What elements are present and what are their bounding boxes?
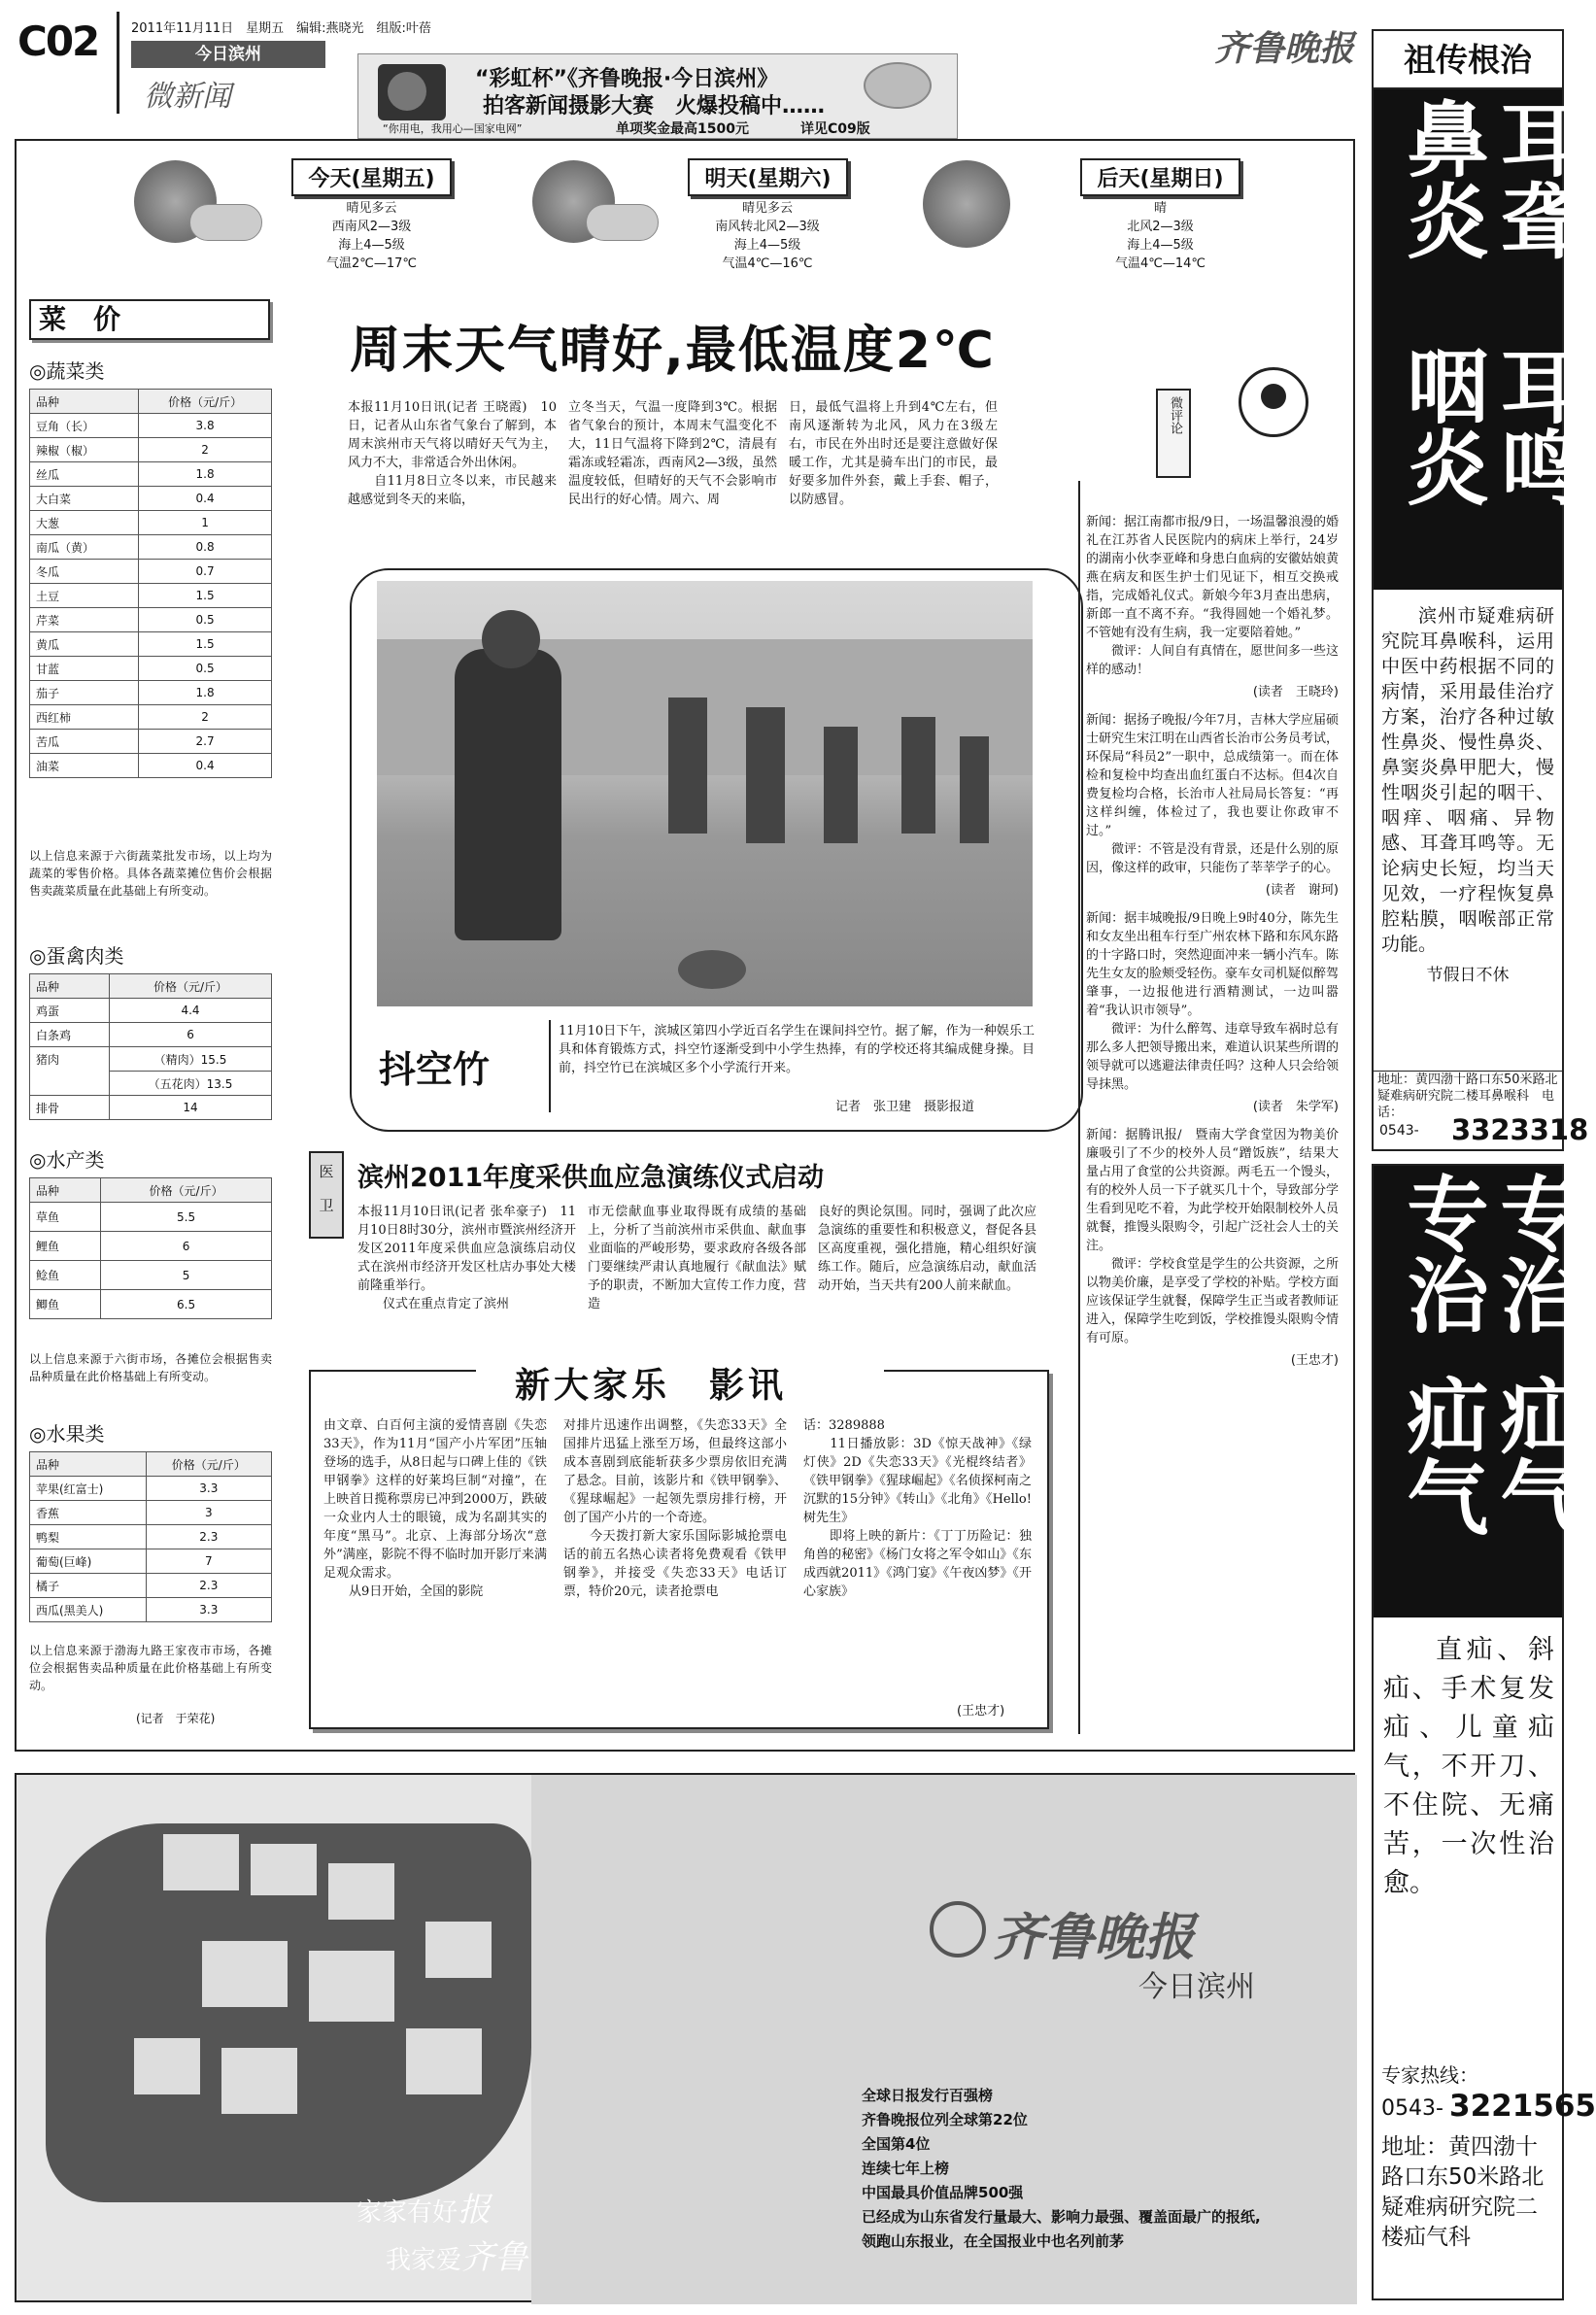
table-row (30, 1232, 272, 1261)
table-cell: 0.4 (139, 487, 272, 511)
movie-col2: 对排片迅速作出调整，《失恋33天》全国排片迅猛上涨至万场，但最终这部小成本喜剧到底能斩获多少票房依旧充满了悬念。目前，该影片和《铁甲钢拳》、《猩球崛起》一起领先票房排行榜，开创了国产小片的一个奇迹。 今天拨打新大家乐国际影城抢票电话的前五名热心读者将免费观看《铁甲钢拳》，并接受《失恋33天》电话订票，特价20元，读者抢票电 (563, 1418, 787, 1599)
ad-hernia-phone-prefix: 0543- (1381, 2096, 1443, 2121)
table-row (30, 730, 272, 754)
fruit-note: 以上信息来源于渤海九路王家夜市市场，各摊位会根据售卖品种质量在此价格基础上有所变动。 (29, 1644, 272, 1692)
table-row (30, 681, 272, 705)
table-cell: 5.5 (101, 1203, 272, 1232)
table-cell: 1.5 (139, 632, 272, 657)
table-cell: 甘蓝 (30, 657, 139, 681)
table-cell: 1 (139, 511, 272, 535)
ad-ent[interactable] (1372, 29, 1589, 1151)
table-cell: 橘子 (30, 1574, 147, 1598)
table-cell: 苹果(红富士) (30, 1477, 147, 1501)
movie-col3: 话：3289888 11日播放影：3D《惊天战神》《绿灯侠》2D《失恋33天》《光棍终结者》《铁甲钢拳》《猩球崛起》《名侦探柯南之沉默的15分钟》《转山》《北角》《Hello!树先生》 即将上映的新片：《丁丁历险记：独角兽的秘密》《杨门女将之军令如山》《东成西就2011》《鸿门宴》《午夜凶梦》《开心家族》 (803, 1418, 1032, 1599)
table-cell: 鸭梨 (30, 1525, 147, 1549)
weather-line: 海上4—5级 (733, 238, 801, 253)
section-tag: 今日滨州 (131, 41, 325, 68)
ad-ent-title: 祖传根治 (1374, 31, 1562, 89)
price-title: 菜 价 (39, 303, 121, 335)
table-row (30, 511, 272, 535)
table-cell: 4.4 (110, 999, 272, 1023)
table-cell: 0.5 (139, 608, 272, 632)
weather-day-label: 明天(星期六) (688, 158, 848, 196)
table-cell: 芹菜 (30, 608, 139, 632)
photo-student (824, 727, 858, 843)
table-row (30, 705, 272, 730)
photo-caption: 11月10日下午，滨城区第四小学近百名学生在课间抖空竹。据了解，作为一种娱乐工具和体育锻炼方式，抖空竹逐渐受到中小学生热捧，有的学校还将其编成健身操。目前，抖空竹已在滨城区多个小学流行开来。 (559, 1024, 1035, 1075)
fish-table (29, 1177, 272, 1319)
table-row (30, 632, 272, 657)
table-cell: 7 (146, 1549, 271, 1574)
price-title-box (29, 299, 270, 340)
weather-line: 气温4℃—16℃ (722, 256, 813, 271)
table-row (30, 1023, 272, 1047)
banner-ad[interactable] (357, 53, 958, 139)
veg-table (29, 389, 272, 778)
table-cell: 3 (146, 1501, 271, 1525)
table-row (30, 560, 272, 584)
col-header: 价格（元/斤） (146, 1452, 271, 1477)
table-row (30, 1096, 272, 1120)
table-cell: 香蕉 (30, 1501, 147, 1525)
weather-line: 北风2—3级 (1127, 220, 1194, 234)
banner-line3-right: 详见C09版 (800, 121, 870, 137)
table-cell: 0.5 (139, 657, 272, 681)
ad-hernia-body: 直疝、斜疝、手术复发疝、儿童疝气，不开刀、不住院、无痛苦，一次性治愈。 (1383, 1635, 1554, 1898)
ad-ent-phone-prefix: 0543- (1379, 1123, 1419, 1139)
table-row (30, 438, 272, 462)
veg-note: 以上信息来源于六街蔬菜批发市场，以上均为蔬菜的零售价格。具体各蔬菜摊位售价会根据售卖蔬菜质量在此基础上有所变动。 (29, 849, 272, 898)
eye-icon (1261, 384, 1286, 409)
sun-icon (923, 160, 1010, 248)
photo-title: 抖空竹 (379, 1048, 491, 1091)
ad-hernia-addr: 地址：黄四渤十路口东50米路北疑难病研究院二楼疝气科 (1381, 2134, 1545, 2250)
photo-student (901, 717, 935, 834)
page-code: C02 (17, 17, 99, 65)
table-cell: 大葱 (30, 511, 139, 535)
photo-student (960, 736, 989, 843)
table-row (30, 1261, 272, 1290)
col-header: 品种 (30, 390, 139, 414)
col-header: 价格（元/斤） (101, 1178, 272, 1203)
table-cell: 大白菜 (30, 487, 139, 511)
date-line: 2011年11月11日 星期五 编辑:燕晓光 组版:叶蓓 (131, 21, 431, 36)
table-cell: 苦瓜 (30, 730, 139, 754)
table-row (30, 414, 272, 438)
table-cell: 3.8 (139, 414, 272, 438)
weather-line: 气温4℃—14℃ (1114, 256, 1205, 271)
promo-slogan: 家家有好报 我家爱齐鲁 (357, 2191, 528, 2277)
micro-divider (1078, 481, 1080, 1734)
table-cell: 豆角（长） (30, 414, 139, 438)
promo-brand-sub: 今日滨州 (1138, 1970, 1255, 2004)
table-row (30, 754, 272, 778)
table-row (30, 584, 272, 608)
ad-ent-addr: 地址：黄四渤十路口东50米路北疑难病研究院二楼耳鼻喉科 电话： (1374, 1071, 1562, 1121)
promo-paper (133, 2037, 201, 2095)
table-cell: 南瓜（黄） (30, 535, 139, 560)
health-tag: 医 卫 (309, 1151, 344, 1239)
banner-line2: 拍客新闻摄影大赛 火爆投稿中…… (483, 94, 826, 119)
table-row (30, 1549, 272, 1574)
weather-line: 气温2℃—17℃ (325, 256, 417, 271)
table-cell: 2 (139, 438, 272, 462)
table-cell: 草鱼 (30, 1203, 101, 1232)
banner-line3-left: “你用电，我用心—国家电网” (383, 122, 523, 135)
ad-ent-bigtext: 耳聋 耳鸣 鼻炎 咽炎 (1374, 89, 1562, 590)
brand-logo: 齐鲁晚报 (1214, 28, 1355, 69)
table-row (30, 999, 272, 1023)
ad-hernia-bigtext: 专治 疝气 专治 疝气 (1374, 1166, 1562, 1617)
promo-paper (250, 1843, 318, 1896)
ad-ent-holiday: 节假日不休 (1426, 966, 1510, 985)
table-row (30, 462, 272, 487)
table-cell: 茄子 (30, 681, 139, 705)
blood-col3: 良好的舆论氛围。同时，强调了此次应急演练的重要性和积极意义，督促各县区高度重视，强化措施，精心组织好演练工作。随后，应急演练启动，献血活动开始，当天共有200人前来献血。 (818, 1205, 1036, 1293)
promo-lines: 全球日报发行百强榜 齐鲁晚报位列全球第22位 全国第4位 连续七年上榜 中国最具价值品牌500强 已经成为山东省发行量最大、影响力最强、覆盖面最广的报纸, 领跑山东报业，在全国报业中也名列前茅 (862, 2087, 1261, 2250)
blood-headline: 滨州2011年度采供血应急演练仪式启动 (357, 1163, 825, 1193)
photo-image (377, 581, 1033, 1006)
weather-line: 晴 (1153, 201, 1167, 216)
veg-label: ◎蔬菜类 (29, 359, 105, 383)
photo-divider (549, 1020, 551, 1112)
micro-list (1086, 513, 1339, 1368)
table-cell: 6 (101, 1232, 272, 1261)
table-row (30, 1047, 272, 1072)
fish-label: ◎水产类 (29, 1148, 105, 1172)
table-row (30, 1203, 272, 1232)
table-row (30, 1501, 272, 1525)
promo-paper (405, 2027, 483, 2095)
fish-note: 以上信息来源于六街市场，各摊位会根据售卖品种质量在此价格基础上有所变动。 (29, 1352, 272, 1383)
table-cell: 3.3 (146, 1598, 271, 1622)
col-header: 品种 (30, 1452, 147, 1477)
weather-day-label: 后天(星期日) (1080, 158, 1240, 196)
table-cell: 鸡蛋 (30, 999, 110, 1023)
table-row (30, 1477, 272, 1501)
table-cell: 14 (110, 1096, 272, 1120)
table-cell: 0.8 (139, 535, 272, 560)
table-row (30, 535, 272, 560)
photo-student (668, 698, 707, 834)
table-row (30, 1574, 272, 1598)
list-item: 新闻：据腾讯报/ 暨南大学食堂因为物美价廉吸引了不少的校外人员“蹭饭族”，结果大量占用了食堂的公共资源。两毛五一个馒头，有的校外人员一下子就买几十个，导致部分学生看到见吃不着，为此学校开始限制校外人员就餐，推馒头限购令，引起广泛社会人士的关注。 微评：学校食堂是学生的公共资源，之所以物美价廉，是享受了学校的补贴。学校方面应该保证学生就餐，保障学生正当或者教师证进入，保障学生吃到饭，学校推馒头限购令情有可原。 (王忠才) (1086, 1128, 1340, 1368)
banner-line1: “彩虹杯”《齐鲁晚报·今日滨州》 (475, 67, 779, 91)
micro-badge: 微评论 (1156, 389, 1191, 478)
table-cell: 西瓜(黑美人) (30, 1598, 147, 1622)
table-cell: 3.3 (146, 1477, 271, 1501)
brand-logo-icon (930, 1901, 986, 1958)
cloud-icon (586, 204, 659, 241)
weather-body-col3: 日，最低气温将上升到4℃左右，但南风逐渐转为北风，风力在3级左右，市民在外出时还是要注意做好保暖工作，尤其是骑车出门的市民，最好要多加件外套，戴上手套、帽子，以防感冒。 (789, 400, 998, 507)
table-cell: 丝瓜 (30, 462, 139, 487)
table-cell: 1.5 (139, 584, 272, 608)
weather-line: 南风转北风2—3级 (715, 220, 820, 234)
table-cell: 猪肉 (30, 1047, 110, 1072)
table-cell: 黄瓜 (30, 632, 139, 657)
table-row (30, 657, 272, 681)
table-cell: 西红柿 (30, 705, 139, 730)
fruit-label: ◎水果类 (29, 1422, 105, 1446)
ad-hernia[interactable] (1372, 1164, 1596, 2300)
col-header: 品种 (30, 1178, 101, 1203)
photo-diabolo (678, 950, 746, 989)
ad-hernia-phone: 3221565 (1449, 2089, 1596, 2124)
photo-byline: 记者 张卫建 摄影报道 (835, 1100, 975, 1114)
promo-paper (424, 1921, 492, 1979)
table-cell: 排骨 (30, 1096, 110, 1120)
table-cell: 白条鸡 (30, 1023, 110, 1047)
table-cell: 2 (139, 705, 272, 730)
list-item: 新闻：据江南都市报/9日，一场温馨浪漫的婚礼在江苏省人民医院内的病床上举行，24岁的湖南小伙李亚峰和身患白血病的安徽姑娘黄燕在病友和医生护士们见证下，相互交换戒指，完成婚礼仪式。新娘今年3月查出患病，新郎一直不离不弃。“我得圆她一个婚礼梦。不管她有没有生病，我一定要陪着她。” 微评：人间自有真情在，愿世间多一些这样的感动！ (读者 王晓玲) (1086, 515, 1340, 699)
promo-paper (221, 2047, 298, 2115)
bottom-promo (15, 1773, 1355, 2302)
fruit-byline: (记者 于荣花) (136, 1712, 216, 1725)
camera-lens-icon (388, 72, 426, 111)
table-row (30, 487, 272, 511)
rainbow-cloud-icon (864, 62, 932, 109)
promo-paper (162, 1833, 240, 1891)
table-cell: 油菜 (30, 754, 139, 778)
ad-ent-phone: 3323318 (1451, 1113, 1589, 1146)
col-header: 品种 (30, 974, 110, 999)
table-cell: 2.3 (146, 1525, 271, 1549)
fruit-table (29, 1451, 272, 1622)
meat-table (29, 973, 272, 1120)
sub-tag: 微新闻 (144, 80, 231, 114)
promo-paper (327, 1862, 395, 1921)
table-cell: 冬瓜 (30, 560, 139, 584)
table-row (30, 1598, 272, 1622)
table-cell: 0.4 (139, 754, 272, 778)
ad-ent-body: 滨州市疑难病研究院耳鼻喉科，运用中医中药根据不同的病情，采用最佳治疗方案，治疗各种过敏性鼻炎、慢性鼻炎、鼻窦炎鼻甲肥大，慢性咽炎引起的咽干、咽痒、咽痛、异物感、耳聋耳鸣等。无论病史长短，均当天见效，一疗程恢复鼻腔粘膜，咽喉部正常功能。 (1381, 605, 1554, 955)
weather-line: 晴见多云 (346, 201, 397, 216)
weather-line: 海上4—5级 (1127, 238, 1194, 253)
weather-body-col2: 立冬当天，气温一度降到3℃。根据省气象台的预计，本周末气温变化不大，11日气温将下降到2℃，清晨有霜冻或轻霜冻，西南风2—3级，虽然温度较低，但晴好的天气不会影响市民出行的好心情。周六、周 (568, 400, 777, 507)
table-cell: 2.7 (139, 730, 272, 754)
table-row (30, 608, 272, 632)
list-item: 新闻：据丰城晚报/9日晚上9时40分，陈先生和女友坐出租车行至广州农林下路和东风东路的十字路口时，突然迎面冲来一辆小汽车。陈先生女友的脸颊受轻伤。豪车女司机疑似醉驾肇事，一边报他进行酒精测试，一边叫嚣着“我认识市领导”。 微评：为什么醉驾、违章导致车祸时总有那么多人把领导搬出来，难道认识某些所谓的领导就可以逃避法律责任吗？这种人只会给领导抹黑。 (读者 朱学军) (1086, 911, 1340, 1114)
table-cell: 1.8 (139, 462, 272, 487)
cloud-icon (189, 204, 262, 241)
table-cell: 5 (101, 1261, 272, 1290)
table-cell: （五花肉）13.5 (110, 1072, 272, 1096)
table-row (30, 1290, 272, 1319)
weather-headline: 周末天气晴好,最低温度2℃ (350, 322, 996, 380)
col-header: 价格（元/斤） (110, 974, 272, 999)
col-header: 价格（元/斤） (139, 390, 272, 414)
movie-headline: 新大家乐 影讯 (515, 1366, 788, 1406)
table-cell: 6 (110, 1023, 272, 1047)
banner-line3-mid: 单项奖金最高1500元 (616, 121, 749, 137)
photo-boy (455, 649, 561, 940)
promo-paper (308, 1950, 395, 2023)
table-cell: 葡萄(巨峰) (30, 1549, 147, 1574)
table-cell: （精肉）15.5 (110, 1047, 272, 1072)
movie-col1: 由文章、白百何主演的爱情喜剧《失恋33天》，作为11月“国产小片军团”压轴登场的选手，从8日起与口碑上佳的《铁甲钢拳》这样的好莱坞巨制“对撞”，在上映首日揽称票房已冲到2000万，跌破一众业内人士的眼镜，成为名副其实的年度“黑马”。北京、上海部分场次“意外”满座，影院不得不临时加开影厅来满足观众需求。 从9日开始，全国的影院 (323, 1418, 547, 1599)
weather-day-label: 今天(星期五) (291, 158, 452, 196)
header-divider (117, 12, 119, 114)
ad-hernia-hotline-label: 专家热线： (1381, 2063, 1478, 2087)
movie-byline: (王忠才) (957, 1704, 1005, 1719)
table-cell: 辣椒（椒） (30, 438, 139, 462)
weather-line: 海上4—5级 (338, 238, 405, 253)
weather-line: 晴见多云 (741, 201, 793, 216)
table-cell: 1.8 (139, 681, 272, 705)
photo-student (746, 707, 785, 843)
table-cell: 0.7 (139, 560, 272, 584)
list-item: 新闻：据扬子晚报/今年7月，吉林大学应届硕士研究生宋江明在山西省长治市公务员考试，环保局“科员2”一职中，总成绩第一。而在体检和复检中均查出血红蛋白不达标。但4次自费复检均合格，长治市人社局局长答复：“再这样纠缠，体检过了，我也要让你政审不过。” 微评：不管是没有背景，还是什么别的原因，像这样的政审，只能伤了莘莘学子的心。 (读者 谢珂) (1086, 713, 1340, 898)
table-row (30, 1072, 272, 1096)
promo-paper (201, 1940, 289, 2008)
table-cell: 土豆 (30, 584, 139, 608)
blood-col2: 市无偿献血事业取得既有成绩的基础上，分析了当前滨州市采供血、献血事业面临的严峻形势，要求政府各级各部门要继续严肃认真地履行《献血法》赋予的职责，不断加大宣传工作力度，营造 (588, 1205, 806, 1311)
weather-body-col1: 本报11月10日讯(记者 王晓霞) 10日，记者从山东省气象台了解到，本周末滨州市天气将以晴好天气为主，风力不大，非常适合外出休闲。 自11月8日立冬以来，市民越来越感觉到冬天的来临， (348, 400, 557, 507)
blood-col1: 本报11月10日讯(记者 张牟豪子) 11月10日8时30分，滨州市暨滨州经济开发区2011年度采供血应急演练启动仪式在滨州市经济开发区杜店办事处大楼前隆重举行。 仪式在重点肯定了滨州 (357, 1205, 576, 1311)
table-cell: 2.3 (146, 1574, 271, 1598)
meat-label: ◎蛋禽肉类 (29, 944, 124, 968)
table-cell: 鲶鱼 (30, 1261, 101, 1290)
table-cell (30, 1072, 110, 1096)
photo-boy-head (482, 610, 540, 668)
table-cell: 鲫鱼 (30, 1290, 101, 1319)
weather-line: 西南风2—3级 (331, 220, 412, 234)
table-cell: 鲤鱼 (30, 1232, 101, 1261)
promo-brand: 齐鲁晚报 (993, 1908, 1196, 1967)
table-cell: 6.5 (101, 1290, 272, 1319)
table-row (30, 1525, 272, 1549)
